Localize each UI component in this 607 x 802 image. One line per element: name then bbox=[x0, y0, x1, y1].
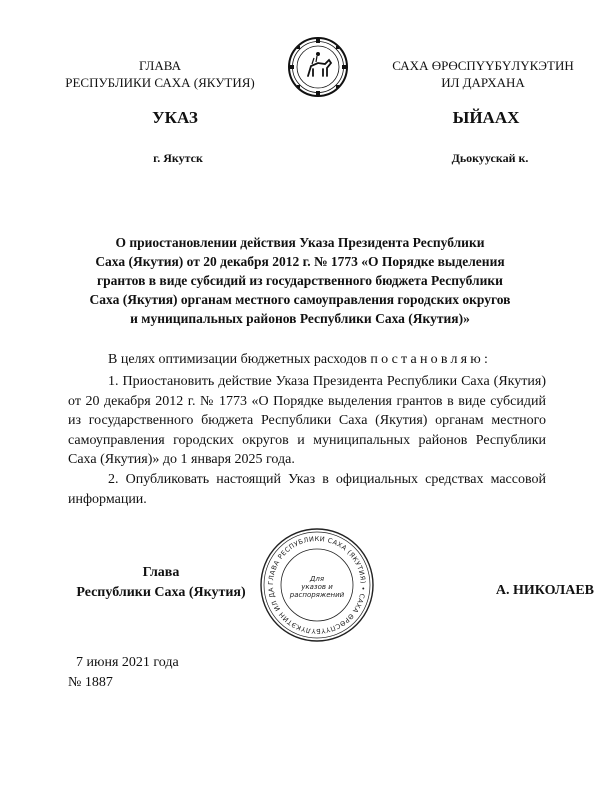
header-right-line1: САХА ӨРӨСПҮҮБҮЛҮКЭТИН bbox=[392, 58, 574, 73]
document-number: № 1887 bbox=[68, 675, 113, 690]
header-left bbox=[40, 57, 280, 91]
coat-of-arms-icon bbox=[287, 36, 349, 98]
body-item-2: 2. Опубликовать настоящий Указ в официальных средствах массовой информации. bbox=[68, 472, 546, 507]
body-item-1: 1. Приостановить действие Указа Президента Республики Саха (Якутия) от 20 декабря 2012 г. № 1773 «О Порядке выделения грантов в виде субсидий из государственного бюджета Республики Саха (Якутия) органам местного самоуправления городских округов и муниципальных районов Республики Саха (Якутия)» до 1 января 2025 года. bbox=[68, 374, 546, 467]
seal-center-line1: Для bbox=[309, 575, 325, 583]
header-left-line2: РЕСПУБЛИКИ САХА (ЯКУТИЯ) bbox=[65, 75, 255, 90]
header-left-line1: ГЛАВА bbox=[139, 58, 181, 73]
title-line: Саха (Якутия) от 20 декабря 2012 г. № 1773 «О Порядке выделения bbox=[95, 254, 505, 269]
place-sakha: Дьокуускай к. bbox=[451, 151, 529, 165]
title-line: Саха (Якутия) органам местного самоуправления городских округов bbox=[89, 292, 511, 307]
signatory-title bbox=[66, 563, 256, 603]
seal-ring-text: ГЛАВА РЕСПУБЛИКИ САХА (ЯКУТИЯ) • САХА ӨРӨСПҮҮБҮЛҮКЭТИН ИЛ ДА bbox=[266, 534, 368, 636]
title-line: грантов в виде субсидий из государственного бюджета Республики bbox=[97, 273, 503, 288]
official-seal bbox=[259, 527, 375, 643]
signatory-title-line1: Глава bbox=[142, 565, 180, 580]
doc-type-sakha: ЫЙААХ bbox=[452, 108, 520, 127]
signatory-title-line2: Республики Саха (Якутия) bbox=[76, 585, 246, 600]
seal-center-line2: указов и bbox=[301, 583, 333, 591]
document-date: 7 июня 2021 года bbox=[76, 655, 179, 670]
intro-text: В целях оптимизации бюджетных расходов bbox=[108, 352, 367, 367]
place-ru: г. Якутск bbox=[153, 151, 203, 165]
header-right bbox=[372, 57, 594, 91]
decree-word: постановляю: bbox=[370, 352, 492, 367]
doc-type-ru: УКАЗ bbox=[152, 108, 198, 127]
title-line: О приостановлении действия Указа Президента Республики bbox=[115, 235, 485, 250]
document-title bbox=[60, 233, 540, 328]
signatory-name: А. НИКОЛАЕВ bbox=[495, 583, 594, 598]
seal-center-line3: распоряжений bbox=[289, 591, 345, 599]
header-right-line2: ИЛ ДАРХАНА bbox=[441, 75, 525, 90]
body-intro bbox=[68, 350, 546, 370]
title-line: и муниципальных районов Республики Саха (Якутия)» bbox=[130, 311, 470, 326]
